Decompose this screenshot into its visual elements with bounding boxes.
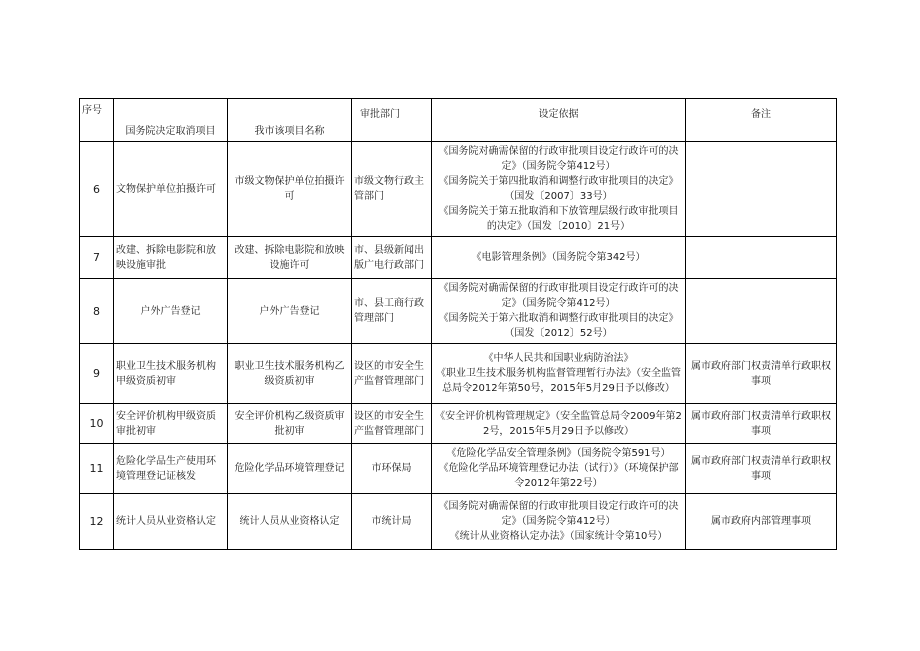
row-note xyxy=(686,142,837,237)
row-dept: 市、县级新闻出版广电行政部门 xyxy=(352,237,432,279)
header-note: 备注 xyxy=(686,99,837,142)
basis-line: 《危险化学品安全管理条例》（国务院令第591号） xyxy=(446,448,671,459)
row-seq: 8 xyxy=(80,279,114,344)
row-basis xyxy=(432,494,686,550)
table-row xyxy=(80,279,837,344)
header-seq: 序号 xyxy=(80,99,114,142)
basis-line: 《职业卫生技术服务机构监督管理暂行办法》（安全监管总局令2012年第50号，2015年5月29日予以修改） xyxy=(436,368,681,394)
basis-line: 《国务院对确需保留的行政审批项目设定行政许可的决定》（国务院令第412号） xyxy=(438,501,679,527)
row-dept: 市级文物行政主管部门 xyxy=(352,142,432,237)
basis-line: 《危险化学品环境管理登记办法（试行）》（环境保护部令2012年第22号） xyxy=(438,463,679,489)
header-basis: 设定依据 xyxy=(432,99,686,142)
row-item: 文物保护单位拍摄许可 xyxy=(114,142,228,237)
basis-line: 《国务院对确需保留的行政审批项目设定行政许可的决定》（国务院令第412号） xyxy=(438,283,679,309)
row-seq: 11 xyxy=(80,444,114,494)
row-note: 属市政府部门权责清单行政职权事项 xyxy=(686,404,837,444)
row-dept: 市环保局 xyxy=(352,444,432,494)
table-row xyxy=(80,142,837,237)
table-row xyxy=(80,344,837,404)
row-item: 统计人员从业资格认定 xyxy=(114,494,228,550)
row-name: 危险化学品环境管理登记 xyxy=(228,444,352,494)
row-seq: 12 xyxy=(80,494,114,550)
row-dept: 设区的市安全生产监督管理部门 xyxy=(352,344,432,404)
row-name: 改建、拆除电影院和放映设施许可 xyxy=(228,237,352,279)
basis-line: 《统计从业资格认定办法》（国家统计令第10号） xyxy=(449,531,668,542)
row-note: 属市政府部门权责清单行政职权事项 xyxy=(686,344,837,404)
row-basis xyxy=(432,444,686,494)
row-note: 属市政府部门权责清单行政职权事项 xyxy=(686,444,837,494)
row-seq: 9 xyxy=(80,344,114,404)
header-name: 我市该项目名称 xyxy=(228,99,352,142)
row-dept: 市统计局 xyxy=(352,494,432,550)
row-basis xyxy=(432,142,686,237)
basis-line: 《国务院对确需保留的行政审批项目设定行政许可的决定》（国务院令第412号） xyxy=(438,146,679,172)
row-note xyxy=(686,279,837,344)
row-name: 安全评价机构乙级资质审批初审 xyxy=(228,404,352,444)
row-item: 职业卫生技术服务机构甲级资质初审 xyxy=(114,344,228,404)
row-item: 改建、拆除电影院和放映设施审批 xyxy=(114,237,228,279)
row-basis xyxy=(432,279,686,344)
basis-line: 《国务院关于第六批取消和调整行政审批项目的决定》（国发〔2012〕52号） xyxy=(438,313,679,339)
row-item: 危险化学品生产使用环境管理登记证核发 xyxy=(114,444,228,494)
header-item: 国务院决定取消项目 xyxy=(114,99,228,142)
row-basis xyxy=(432,404,686,444)
table-row xyxy=(80,237,837,279)
table-header-row xyxy=(80,99,837,142)
table-row xyxy=(80,444,837,494)
row-basis xyxy=(432,237,686,279)
row-seq: 10 xyxy=(80,404,114,444)
basis-line: 《安全评价机构管理规定》（安全监管总局令2009年第22号，2015年5月29日予以修改） xyxy=(435,410,682,437)
basis-line: 《国务院关于第四批取消和调整行政审批项目的决定》（国发〔2007〕33号） xyxy=(438,176,679,202)
row-name: 统计人员从业资格认定 xyxy=(228,494,352,550)
table-row xyxy=(80,404,837,444)
basis-line: 《中华人民共和国职业病防治法》 xyxy=(483,353,634,364)
basis-line: 《电影管理条例》（国务院令第342号） xyxy=(471,252,646,263)
header-dept: 审批部门 xyxy=(352,99,432,142)
row-seq: 7 xyxy=(80,237,114,279)
row-note xyxy=(686,237,837,279)
row-note: 属市政府内部管理事项 xyxy=(686,494,837,550)
approval-items-table xyxy=(79,98,837,550)
row-seq: 6 xyxy=(80,142,114,237)
row-name: 市级文物保护单位拍摄许可 xyxy=(228,142,352,237)
row-item: 安全评价机构甲级资质审批初审 xyxy=(114,404,228,444)
row-name: 户外广告登记 xyxy=(228,279,352,344)
row-dept: 市、县工商行政管理部门 xyxy=(352,279,432,344)
row-dept: 设区的市安全生产监督管理部门 xyxy=(352,404,432,444)
table-row xyxy=(80,494,837,550)
row-item: 户外广告登记 xyxy=(114,279,228,344)
row-name: 职业卫生技术服务机构乙级资质初审 xyxy=(228,344,352,404)
basis-line: 《国务院关于第五批取消和下放管理层级行政审批项目的决定》（国发〔2010〕21号） xyxy=(438,206,679,232)
row-basis xyxy=(432,344,686,404)
